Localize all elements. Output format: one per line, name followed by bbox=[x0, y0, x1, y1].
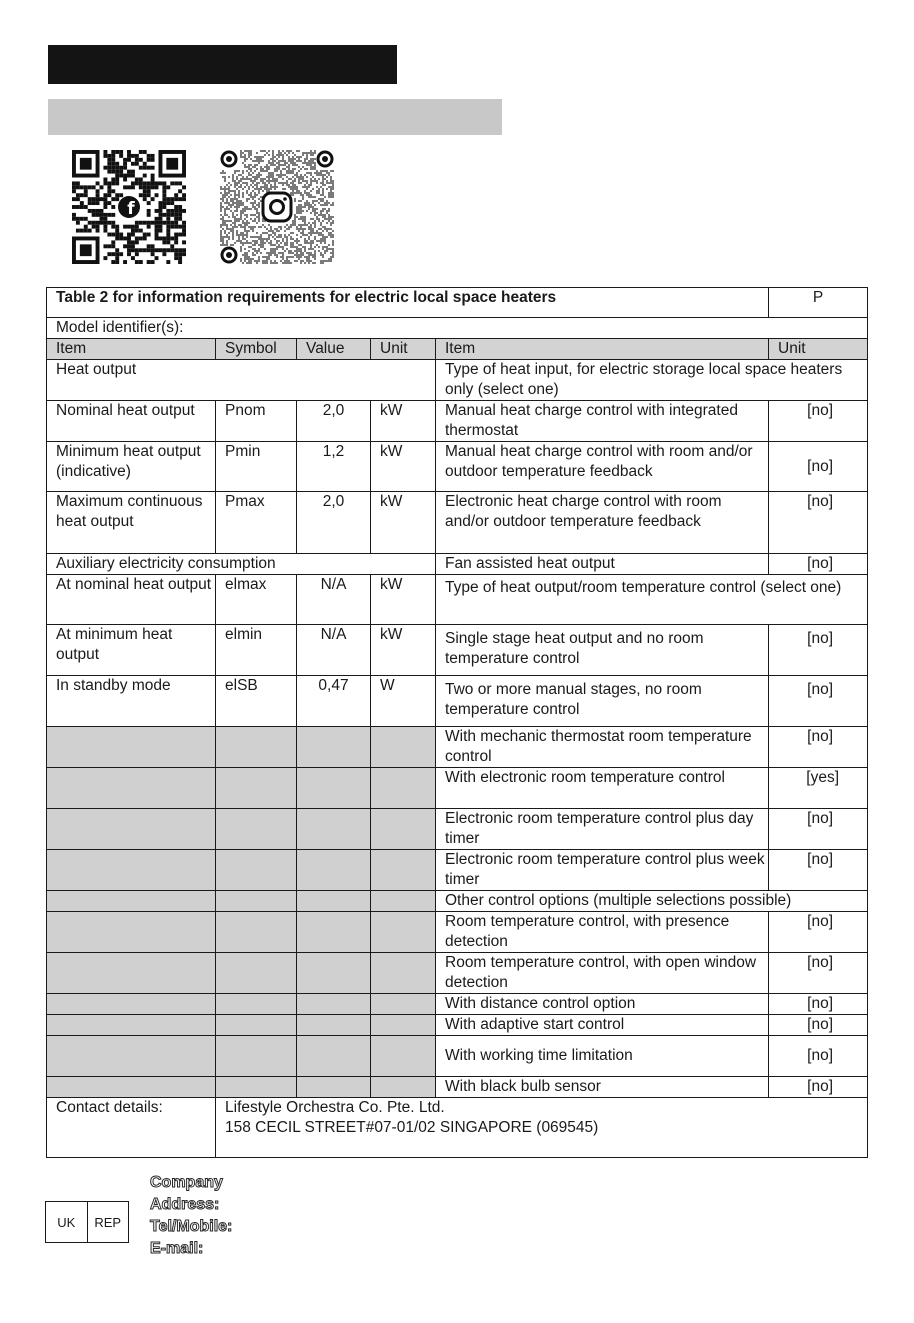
rep-label: REP bbox=[94, 1214, 122, 1230]
table-header-row bbox=[47, 339, 868, 360]
table-row: At minimum heat output elmin N/A kW Single stage heat output and no room temperature control [no] bbox=[47, 625, 868, 676]
company-label: Company bbox=[150, 1174, 223, 1191]
table-row: At nominal heat output elmax N/A kW Type of heat output/room temperature control (select one) bbox=[47, 575, 868, 625]
contact-address: 158 CECIL STREET#07-01/02 SINGAPORE (069545) bbox=[225, 1119, 599, 1136]
table-row: With mechanic thermostat room temperature control [no] bbox=[47, 727, 868, 768]
table-row: With working time limitation [no] bbox=[47, 1036, 868, 1077]
spec-table bbox=[46, 287, 868, 1158]
table-row: With adaptive start control [no] bbox=[47, 1015, 868, 1036]
table-row: Room temperature control, with open window detection [no] bbox=[47, 953, 868, 994]
header-value: Value bbox=[297, 339, 371, 360]
contact-company: Lifestyle Orchestra Co. Pte. Ltd. bbox=[225, 1099, 445, 1116]
table-row: Electronic room temperature control plus day timer [no] bbox=[47, 809, 868, 850]
contact-label: Contact details: bbox=[47, 1098, 216, 1158]
email-label: E-mail: bbox=[150, 1240, 204, 1257]
uk-rep-badge bbox=[45, 1201, 129, 1243]
facebook-qr-icon bbox=[72, 150, 186, 264]
table-row: Heat output Type of heat input, for electric storage local space heaters only (select one) bbox=[47, 360, 868, 401]
header-unit-2: Unit bbox=[769, 339, 868, 360]
table-row: With distance control option [no] bbox=[47, 994, 868, 1015]
table-row: In standby mode elSB 0,47 W Two or more manual stages, no room temperature control [no] bbox=[47, 676, 868, 727]
uk-label: UK bbox=[46, 1202, 88, 1242]
contact-row bbox=[47, 1098, 868, 1158]
table-title: Table 2 for information requirements for electric local space heaters bbox=[47, 288, 769, 318]
header-item-2: Item bbox=[436, 339, 769, 360]
table-row: Other control options (multiple selections possible) bbox=[47, 891, 868, 912]
title-value: P bbox=[769, 288, 868, 318]
uk-rep-details bbox=[150, 1172, 232, 1260]
table-row: Minimum heat output (indicative) Pmin 1,2 kW Manual heat charge control with room and/or outdoor temperature feedback [no] bbox=[47, 442, 868, 492]
table-row: With electronic room temperature control [yes] bbox=[47, 768, 868, 809]
address-label: Address: bbox=[150, 1196, 220, 1213]
header-grey-bar bbox=[48, 99, 502, 135]
table-row: Nominal heat output Pnom 2,0 kW Manual heat charge control with integrated thermostat [no] bbox=[47, 401, 868, 442]
table-row: Electronic room temperature control plus week timer [no] bbox=[47, 850, 868, 891]
instagram-qr-icon bbox=[220, 150, 334, 264]
table-row: Auxiliary electricity consumption Fan assisted heat output [no] bbox=[47, 554, 868, 575]
model-identifier-label: Model identifier(s): bbox=[47, 318, 868, 339]
header-item: Item bbox=[47, 339, 216, 360]
header-black-bar bbox=[48, 45, 397, 84]
svg-text:f: f bbox=[127, 199, 135, 219]
header-symbol: Symbol bbox=[216, 339, 297, 360]
tel-label: Tel/Mobile: bbox=[150, 1218, 233, 1235]
table-row: Room temperature control, with presence detection [no] bbox=[47, 912, 868, 953]
table-row: Maximum continuous heat output Pmax 2,0 kW Electronic heat charge control with room and/or outdoor temperature feedback [no] bbox=[47, 492, 868, 554]
header-unit: Unit bbox=[371, 339, 436, 360]
table-row: With black bulb sensor [no] bbox=[47, 1077, 868, 1098]
